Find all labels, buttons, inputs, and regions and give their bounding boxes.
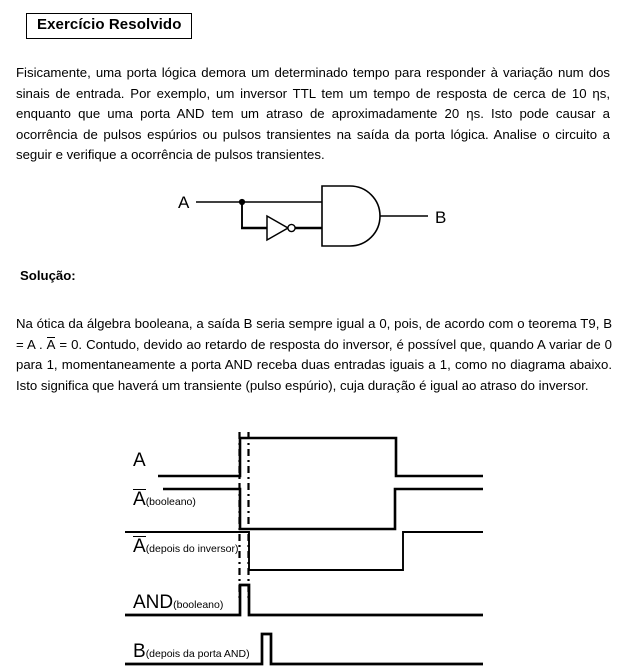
intro-paragraph: Fisicamente, uma porta lógica demora um determinado tempo para responder à variação num dos sinais de entrada. Por exemplo, um inversor TTL tem um tempo de resposta de cerca de 10 ηs, enquanto que uma porta AND tem um atraso de aproximadamente 20 ηs. Isto pode causar a ocorrência de pulsos espúrios ou pulsos transientes na saída da porta lógica. Analise o circuito a seguir e verifique a ocorrência de pulsos transientes.	[16, 65, 610, 162]
waveform-trace-b-after-and	[125, 634, 483, 664]
a-overline-symbol: A	[46, 336, 56, 352]
inverter-bubble-icon	[288, 224, 295, 231]
inverter-triangle-icon	[267, 216, 288, 240]
waveform-trace-abar-after-inverter	[125, 532, 483, 570]
solution-paragraph	[16, 314, 612, 396]
waveform-label-and-boolean-main: AND	[133, 592, 174, 613]
circuit-input-label: A	[178, 193, 190, 212]
waveform-label-abar-boolean-sub: (booleano)	[145, 496, 196, 508]
timing-waveform-svg	[125, 428, 505, 670]
waveform-label-and-boolean-sub: (booleano)	[173, 599, 224, 611]
solution-heading: Solução:	[20, 268, 76, 283]
circuit-output-label: B	[435, 208, 447, 227]
waveform-trace-and-boolean	[125, 585, 483, 615]
logic-circuit-diagram	[160, 180, 620, 265]
waveform-trace-a-boolean	[158, 438, 483, 476]
waveform-label-abar-after-inverter-sub: (depois do inversor)	[145, 543, 239, 555]
timing-diagram	[125, 428, 505, 670]
waveform-label-b-after-and-main: B	[133, 641, 146, 662]
waveform-trace-abar-boolean	[163, 489, 483, 529]
waveform-label-abar-after-inverter-main: A	[133, 536, 146, 557]
waveform-label-abar-boolean-main: A	[133, 489, 146, 510]
exercise-title-label: Exercício Resolvido	[37, 16, 182, 33]
solution-text-before-overline: Na ótica da álgebra booleana, a saída B seria sempre igual a 0, pois, de acordo com o teorema T9, B = A .	[16, 316, 612, 352]
waveform-label-b-after-and-sub: (depois da porta AND)	[145, 648, 250, 660]
waveform-label-a-boolean-main: A	[133, 450, 146, 471]
circuit-svg	[160, 180, 620, 265]
solution-text-after-overline: = 0. Contudo, devido ao retardo de resposta do inversor, é possível que, quando A variar de 0 para 1, momentaneamente a porta AND receba duas entradas iguais a 1, como no diagrama abaixo. Isto significa que haverá um transiente (pulso espúrio), cuja duração é igual ao atraso do inversor.	[16, 336, 612, 393]
exercise-title-box	[26, 13, 192, 39]
and-gate-shape	[322, 186, 380, 246]
